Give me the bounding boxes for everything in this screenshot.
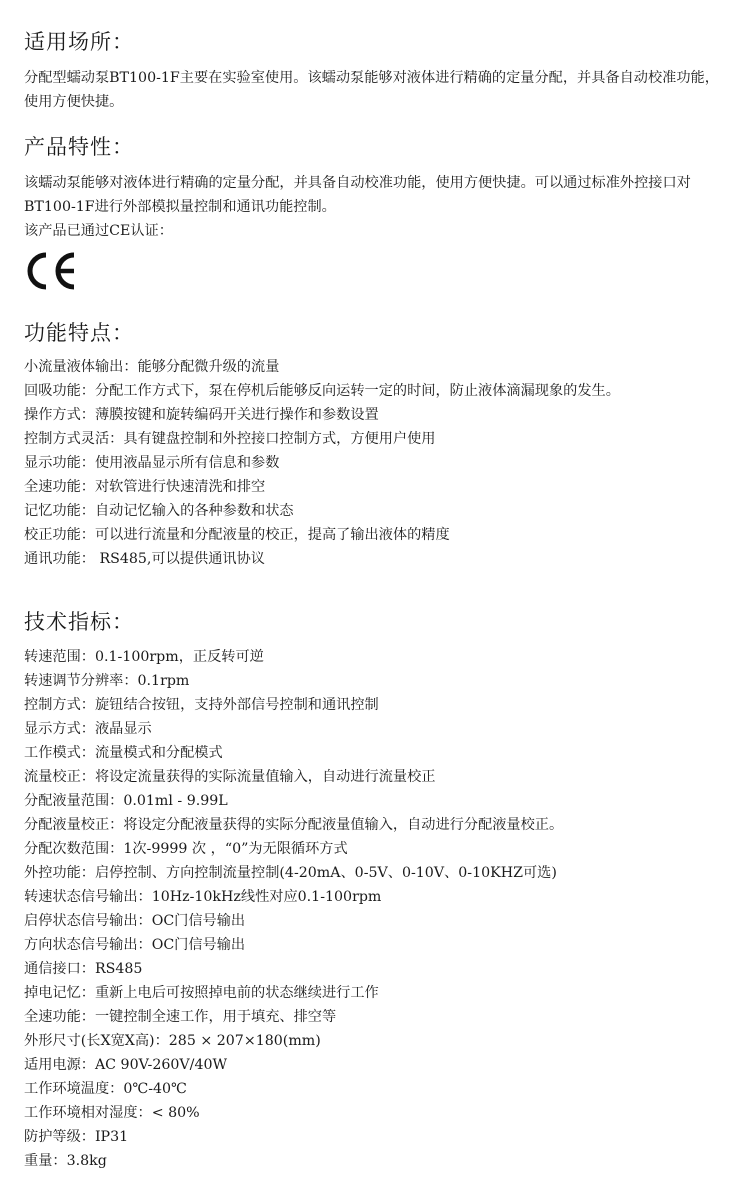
specs-heading: 技术指标：	[24, 610, 134, 634]
feature-item: 通讯功能： RS485,可以提供通讯协议	[24, 551, 265, 567]
spec-item: 分配次数范围：1次-9999 次 ，“0”为无限循环方式	[24, 841, 348, 857]
ce-mark-logo	[24, 249, 84, 293]
spec-item: 转速调节分辨率：0.1rpm	[24, 673, 190, 689]
spec-item: 工作环境温度：0℃-40℃	[24, 1081, 187, 1097]
spec-item: 工作模式：流量模式和分配模式	[24, 745, 223, 761]
feature-item: 显示功能：使用液晶显示所有信息和参数	[24, 455, 280, 471]
spec-item: 外形尺寸(长X宽X高)：285 × 207×180(mm)	[24, 1033, 321, 1049]
features-heading: 功能特点：	[24, 321, 134, 345]
feature-item: 小流量液体输出：能够分配微升级的流量	[24, 359, 280, 375]
spec-item: 防护等级：IP31	[24, 1129, 129, 1145]
feature-item: 记忆功能：自动记忆输入的各种参数和状态	[24, 503, 294, 519]
feature-item: 回吸功能：分配工作方式下，泵在停机后能够反向运转一定的时间，防止液体滴漏现象的发生。	[24, 383, 620, 399]
spec-item: 掉电记忆：重新上电后可按照掉电前的状态继续进行工作	[24, 985, 379, 1001]
spec-item: 分配液量范围：0.01ml - 9.99L	[24, 793, 228, 809]
ce-note: 该产品已通过CE认证：	[24, 223, 173, 239]
spec-item: 全速功能：一键控制全速工作，用于填充、排空等	[24, 1009, 337, 1025]
specs-list	[24, 645, 726, 1173]
feature-item: 校正功能：可以进行流量和分配液量的校正，提高了输出液体的精度	[24, 527, 450, 543]
characteristics-text: 该蠕动泵能够对液体进行精确的定量分配，并具备自动校准功能，使用方便快捷。可以通过标准外控接口对BT100-1F进行外部模拟量控制和通讯功能控制。	[24, 175, 691, 215]
spec-item: 外控功能：启停控制、方向控制流量控制(4-20mA、0-5V、0-10V、0-10KHZ可选)	[24, 865, 557, 881]
feature-item: 全速功能：对软管进行快速清洗和排空	[24, 479, 266, 495]
spec-item: 适用电源：AC 90V-260V/40W	[24, 1057, 228, 1073]
spec-item: 转速范围：0.1-100rpm，正反转可逆	[24, 649, 264, 665]
spec-item: 流量校正：将设定流量获得的实际流量值输入，自动进行流量校正	[24, 769, 436, 785]
spec-item: 显示方式：液晶显示	[24, 721, 152, 737]
characteristics-heading: 产品特性：	[24, 135, 134, 159]
applicable-heading: 适用场所：	[24, 30, 134, 54]
applicable-text: 分配型蠕动泵BT100-1F主要在实验室使用。该蠕动泵能够对液体进行精确的定量分配，并具备自动校准功能，使用方便快捷。	[24, 70, 719, 110]
spec-item: 启停状态信号输出：OC门信号输出	[24, 913, 246, 929]
characteristics-block	[24, 171, 726, 243]
spec-item: 分配液量校正：将设定分配液量获得的实际分配液量值输入，自动进行分配液量校正。	[24, 817, 564, 833]
spec-item: 控制方式：旋钮结合按钮，支持外部信号控制和通讯控制	[24, 697, 379, 713]
spec-item: 转速状态信号输出：10Hz-10kHz线性对应0.1-100rpm	[24, 889, 382, 905]
spec-item: 工作环境相对湿度：< 80%	[24, 1105, 200, 1121]
spec-item: 通信接口：RS485	[24, 961, 143, 977]
feature-item: 控制方式灵活：具有键盘控制和外控接口控制方式，方便用户使用	[24, 431, 436, 447]
features-list	[24, 355, 726, 571]
feature-item: 操作方式：薄膜按键和旋转编码开关进行操作和参数设置	[24, 407, 379, 423]
spec-item: 重量：3.8kg	[24, 1153, 107, 1169]
spec-item: 方向状态信号输出：OC门信号输出	[24, 937, 246, 953]
